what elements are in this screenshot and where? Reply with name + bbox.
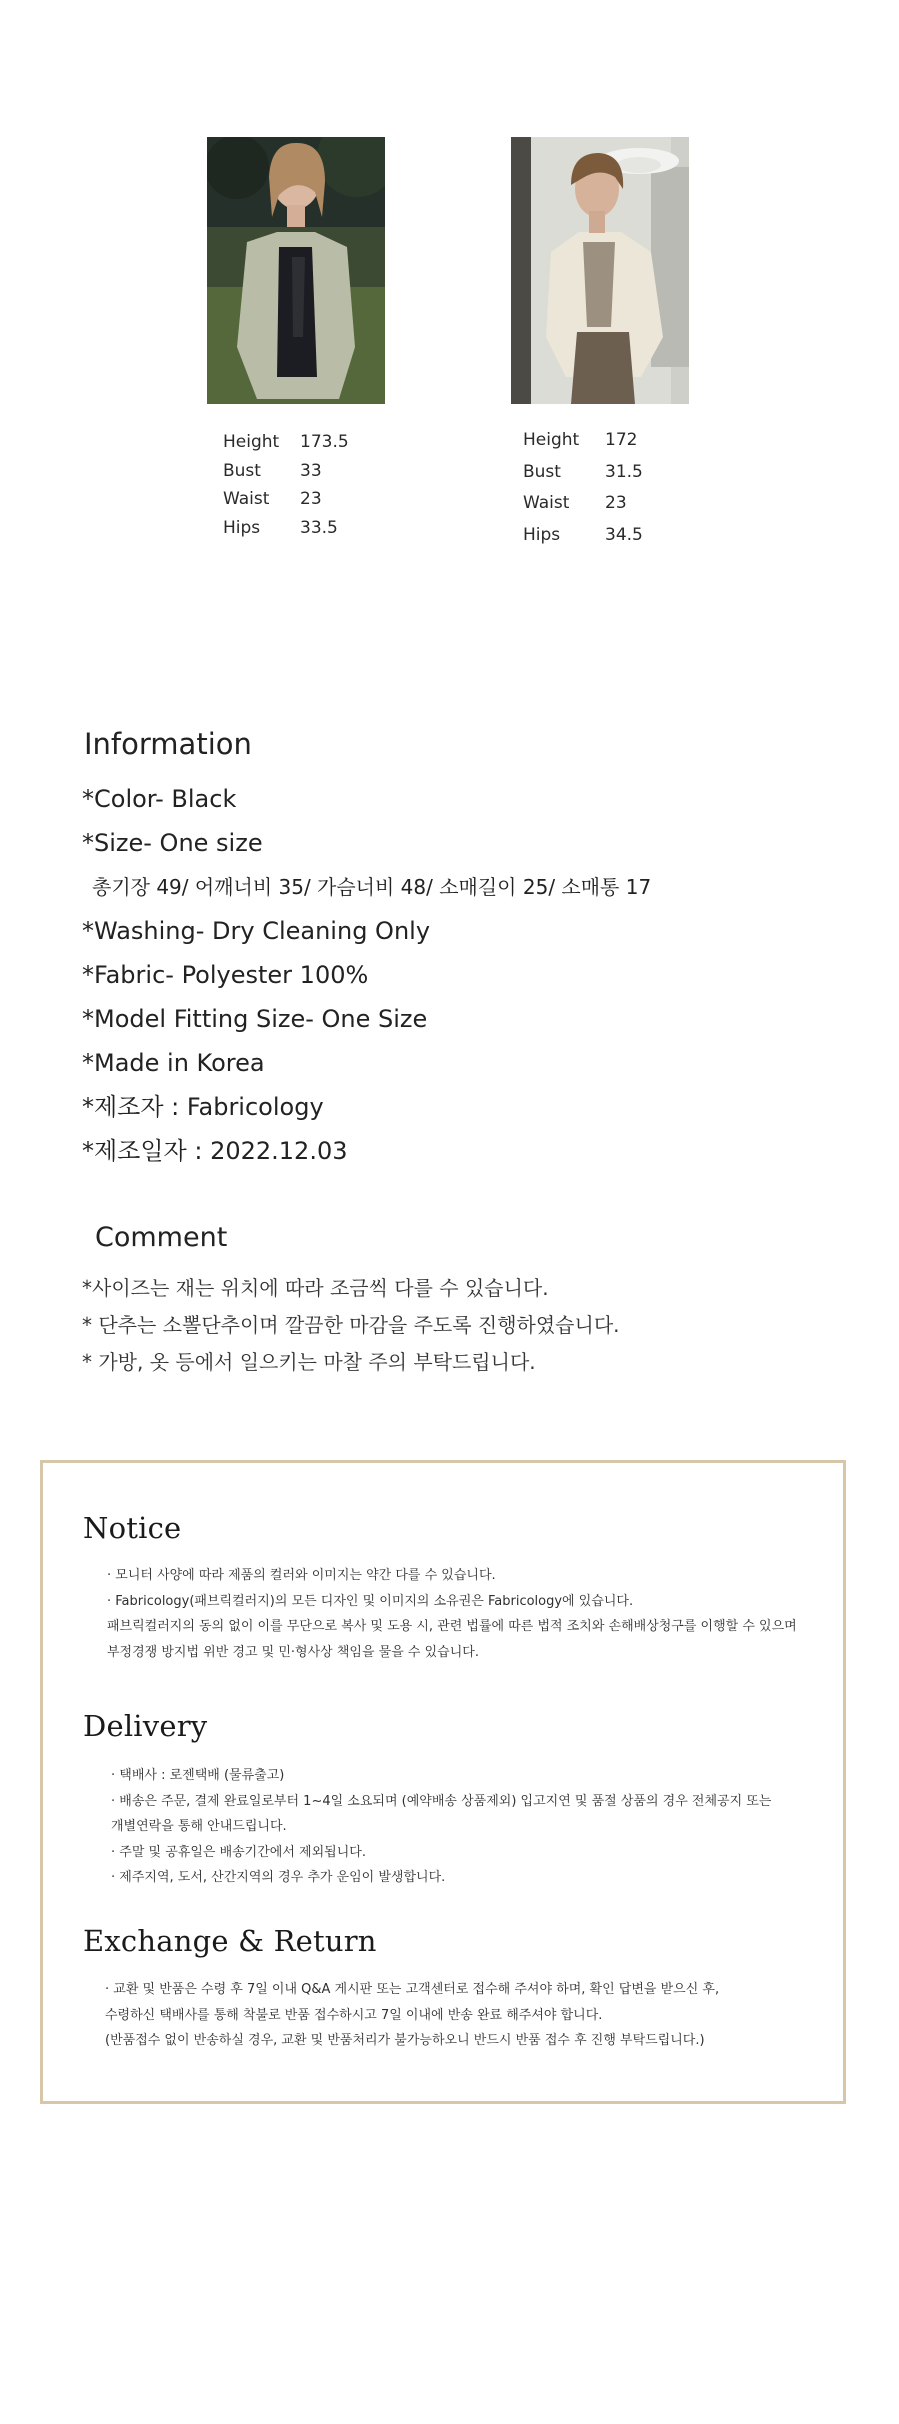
exchange-line: 수령하신 택배사를 통해 착불로 반품 접수하시고 7일 이내에 반송 완료 해주셔야 합니다. [105,2007,603,2023]
delivery-line: · 택배사 : 로젠택배 (물류출고) [111,1768,285,1783]
model-1-measurements [223,428,423,542]
comment-line: * 단추는 소뽈단추이며 깔끔한 마감을 주도록 진행하였습니다. [82,1313,620,1337]
info-fitting-size: *Model Fitting Size- One Size [82,1005,428,1033]
model-2-measurements [523,425,723,551]
measurement-row [523,457,723,489]
measurement-value: 31.5 [605,461,643,482]
measurement-value: 33.5 [300,517,338,538]
info-manufacturer: *제조자 : Fabricology [82,1093,324,1121]
measurement-row [523,520,723,552]
measurement-row [223,428,423,457]
model-photo-2-image [511,137,689,404]
measurement-label: Bust [223,460,261,481]
model-photo-2 [511,137,689,404]
delivery-line: · 주말 및 공휴일은 배송기간에서 제외됩니다. [111,1844,366,1860]
info-color: *Color- Black [82,785,237,813]
measurement-value: 173.5 [300,432,349,452]
measurement-row [223,457,423,486]
delivery-line: · 제주지역, 도서, 산간지역의 경우 추가 운임이 발생합니다. [111,1870,446,1885]
measurement-value: 34.5 [605,524,643,545]
measurement-row [223,485,423,514]
model-photo-1-image [207,137,385,404]
model-photo-1 [207,137,385,404]
info-origin: *Made in Korea [82,1049,265,1077]
exchange-line: (반품접수 없이 반송하실 경우, 교환 및 반품처리가 불가능하오니 반드시 반품 접수 후 진행 부탁드립니다.) [105,2033,705,2048]
exchange-line: · 교환 및 반품은 수령 후 7일 이내 Q&A 게시판 또는 고객센터로 접수해 주셔야 하며, 확인 답변을 받으신 후, [105,1982,720,1997]
measurement-label: Height [523,430,580,450]
info-manufacture-date: *제조일자 : 2022.12.03 [82,1137,348,1165]
delivery-line: · 배송은 주문, 결제 완료일로부터 1~4일 소요되며 (예약배송 상품제외) 입고지연 및 품절 상품의 경우 전체공지 또는 [111,1793,772,1809]
notice-line: · 모니터 사양에 따라 제품의 컬러와 이미지는 약간 다를 수 있습니다. [107,1568,496,1583]
measurement-label: Bust [523,461,561,482]
information-list [82,777,651,1173]
measurement-label: Hips [523,524,561,545]
measurement-label: Waist [223,489,270,509]
info-washing: *Washing- Dry Cleaning Only [82,917,431,945]
notice-line: 패브릭컬러지의 동의 없이 이를 무단으로 복사 및 도용 시, 관련 법률에 따른 법적 조치와 손해배상청구를 이행할 수 있으며 [107,1619,797,1634]
notice-line: 부정경쟁 방지법 위반 경고 및 민·형사상 책임을 물을 수 있습니다. [107,1644,479,1660]
measurement-value: 23 [300,489,322,509]
info-dimensions: 총기장 49/ 어깨너비 35/ 가슴너비 48/ 소매길이 25/ 소매통 17 [92,875,652,899]
delivery-title: Delivery [83,1709,208,1743]
information-title: Information [84,727,252,761]
notice-line: · Fabricology(패브릭컬러지)의 모든 디자인 및 이미지의 소유권은 Fabricology에 있습니다. [107,1593,634,1609]
comment-line: * 가방, 옷 등에서 일으키는 마찰 주의 부탁드립니다. [82,1350,536,1374]
measurement-value: 172 [605,430,638,450]
notice-lines [107,1563,797,1665]
measurement-label: Hips [223,517,261,538]
measurement-row [523,488,723,520]
measurement-row [223,514,423,543]
measurement-row [523,425,723,457]
comment-line: *사이즈는 재는 위치에 따라 조금씩 다를 수 있습니다. [82,1276,549,1300]
notice-box [40,1460,846,2104]
info-fabric: *Fabric- Polyester 100% [82,961,369,989]
measurement-value: 33 [300,460,322,481]
exchange-return-title: Exchange & Return [83,1924,377,1958]
measurement-label: Height [223,432,280,452]
exchange-return-lines [105,1977,719,2054]
measurement-value: 23 [605,493,627,513]
measurement-label: Waist [523,493,570,513]
delivery-lines [111,1763,771,1891]
comment-title: Comment [95,1222,228,1253]
info-size: *Size- One size [82,829,263,857]
delivery-line: 개별연락을 통해 안내드립니다. [111,1819,287,1834]
notice-title: Notice [83,1511,182,1545]
comment-list [82,1270,620,1381]
